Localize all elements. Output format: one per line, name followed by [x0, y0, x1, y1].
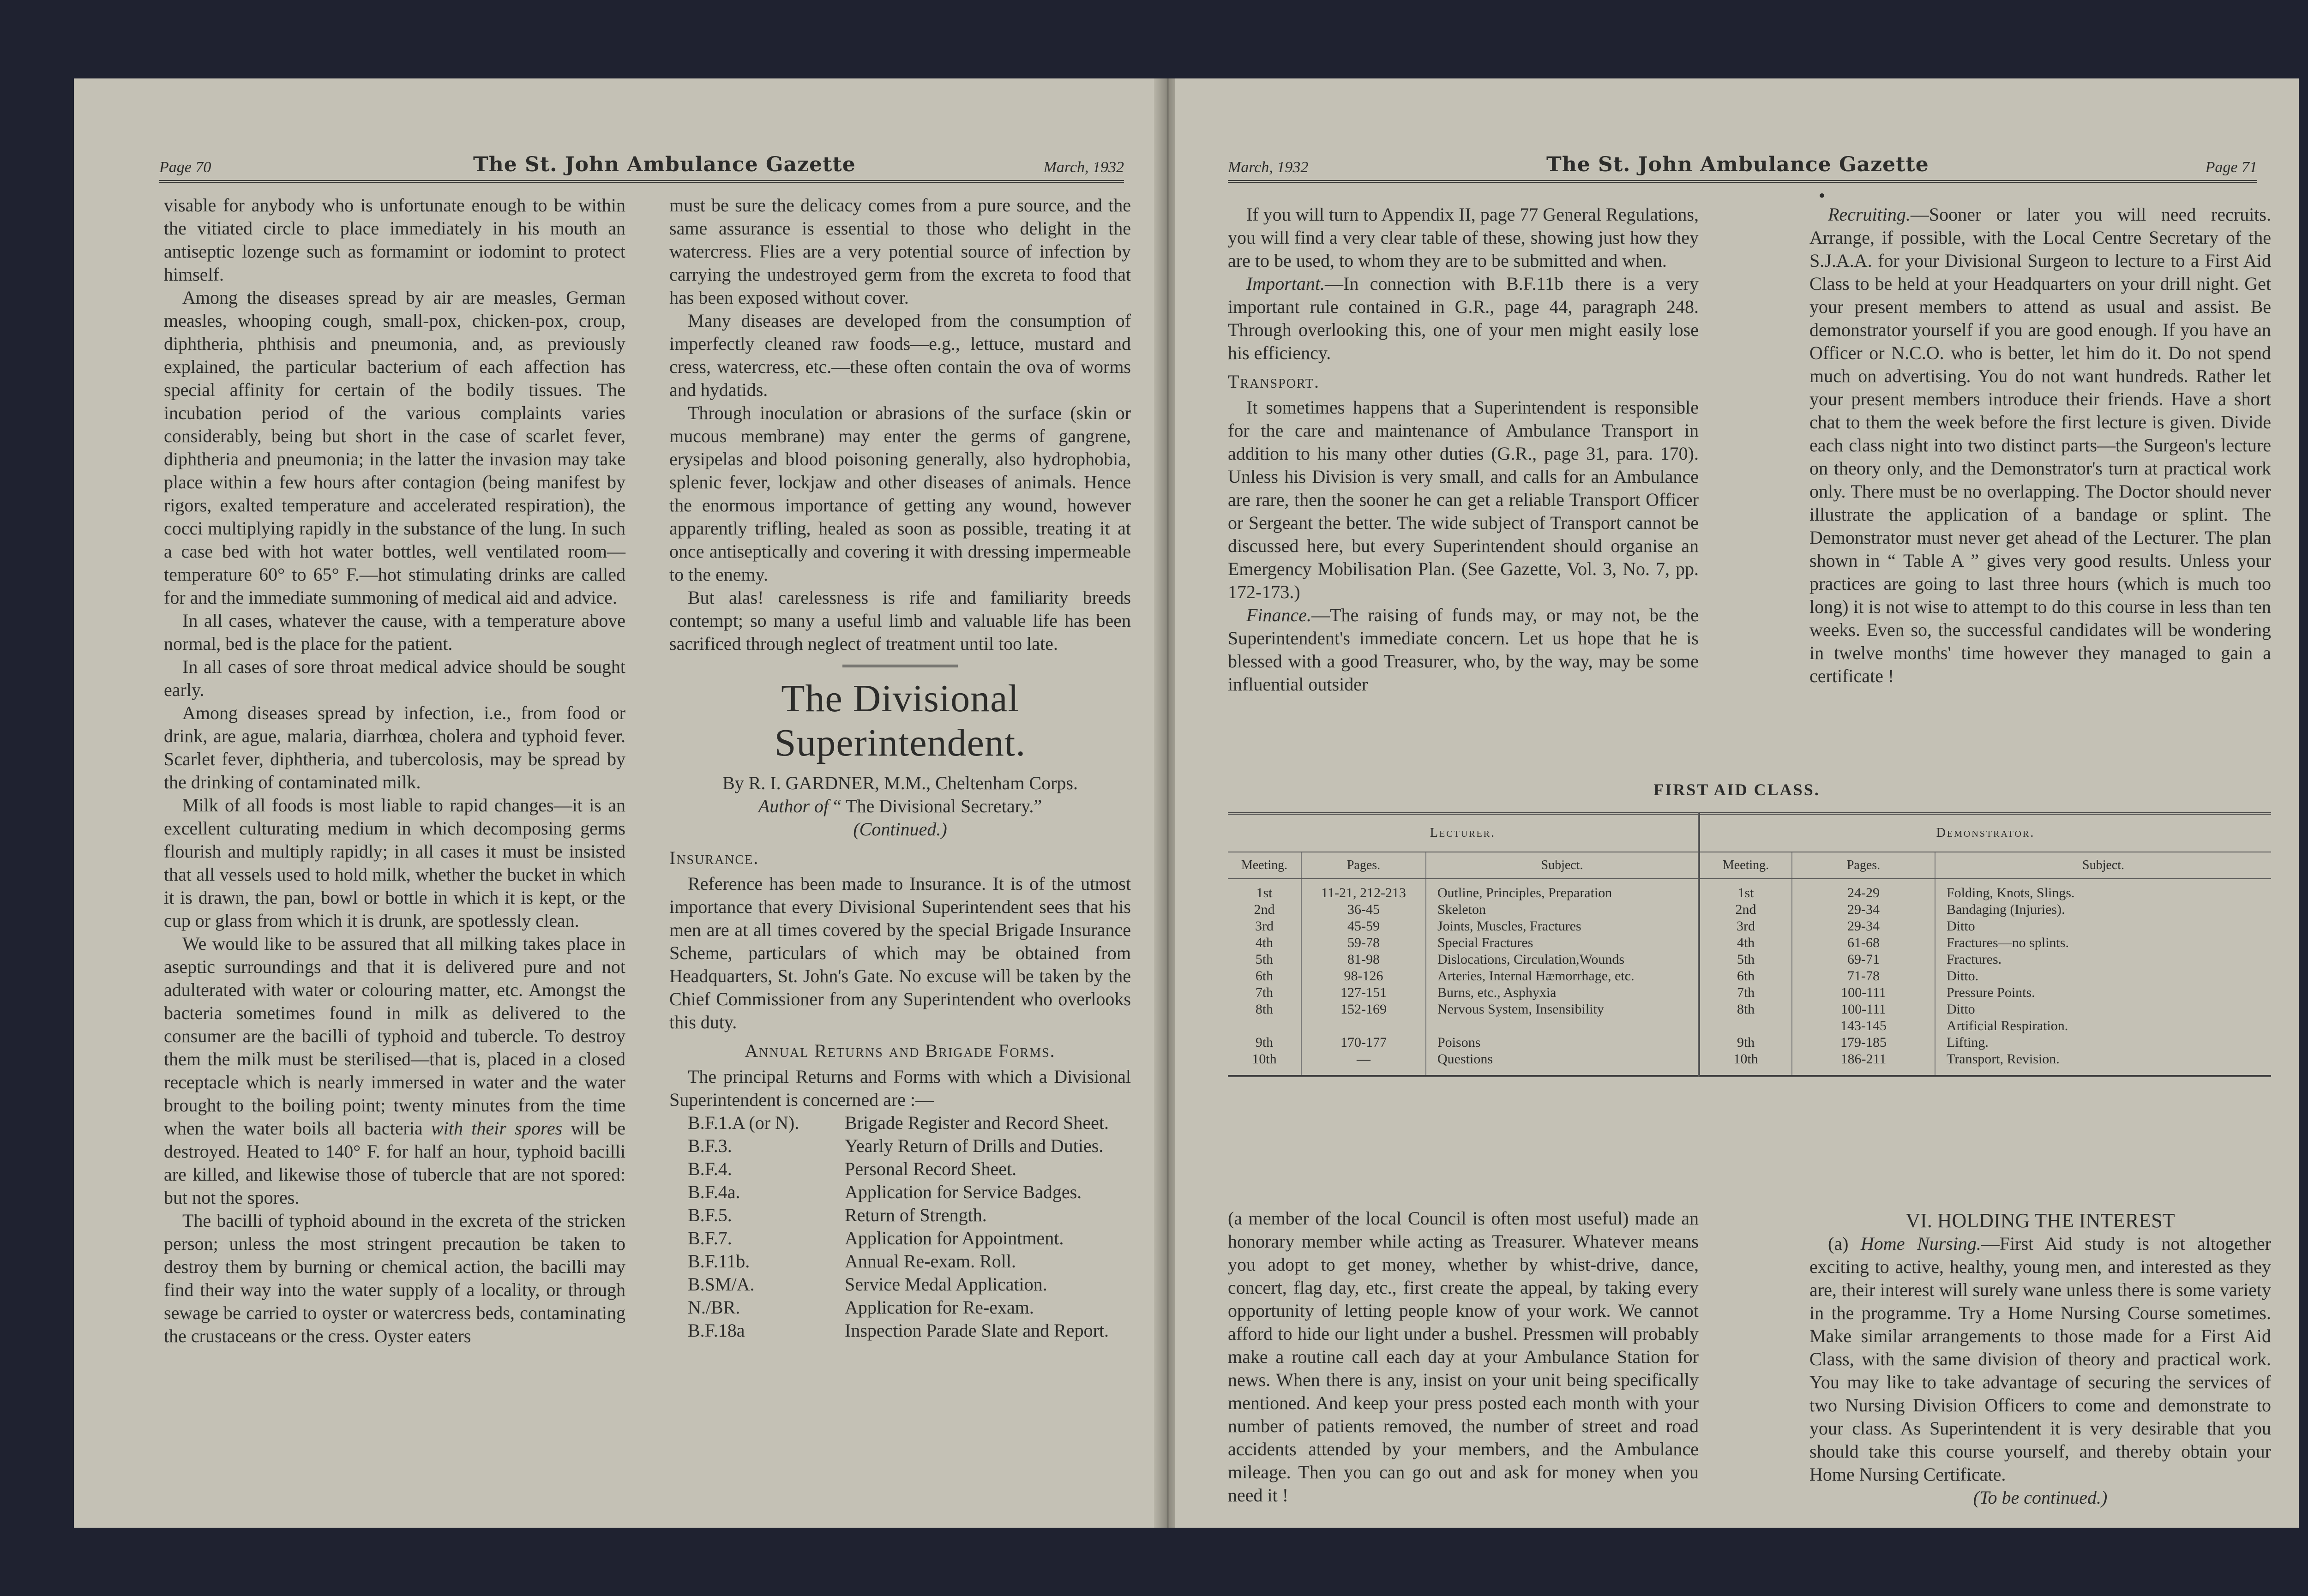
table-cell	[1426, 1018, 1699, 1034]
table-cell: 1st	[1699, 879, 1792, 901]
table-cell	[1228, 1018, 1301, 1034]
table-cell: 6th	[1699, 968, 1792, 984]
form-code: B.F.4a.	[688, 1182, 740, 1202]
section-heading: Annual Returns and Brigade Forms.	[745, 1040, 1056, 1061]
table-cell: 8th	[1228, 1001, 1301, 1018]
paragraph	[1809, 203, 2271, 688]
paragraph: must be sure the delicacy comes from a pure source, and the same assurance is essential to those who delight in the watercress. Flies are a very potential source of infection by carrying the undestroyed germ from the excreta to food that has been exposed without cover.	[669, 195, 1131, 308]
table-cell: 4th	[1228, 935, 1301, 951]
table-cell: 170-177	[1301, 1034, 1426, 1051]
paragraph: (a member of the local Council is often most useful) made an honorary member while acting as Treasurer. Whatever means you adopt to get money, whether by whist-drive, dance, concert, flag day, etc., first create the appeal, by taking every opportunity of letting people know of your work. We cannot afford to hide our light under a bushel. Pressmen will probably make a routine call each day at your Ambulance Station for news. When there is any, insist on your unit being specifically mentioned. And keep your press posted each month with your number of patients removed, the number of street and road accidents attended by your members, and the Ambulance mileage. Then you can go out and ask for money when you need it !	[1228, 1208, 1699, 1506]
table-cell: 10th	[1228, 1051, 1301, 1076]
form-description: Brigade Register and Record Sheet.	[845, 1112, 1109, 1133]
paragraph: In all cases, whatever the cause, with a temperature above normal, bed is the place for the patient.	[164, 610, 625, 654]
form-description: Application for Re-exam.	[845, 1297, 1034, 1318]
page-number: Page 71	[2205, 159, 2257, 176]
table-cell: 7th	[1228, 984, 1301, 1001]
form-row	[669, 1296, 1131, 1319]
list-marker: (a)	[1828, 1233, 1849, 1254]
form-row	[669, 1181, 1131, 1204]
table-cell	[1699, 1018, 1792, 1034]
table-cell: Burns, etc., Asphyxia	[1426, 984, 1699, 1001]
table-cell: 9th	[1699, 1034, 1792, 1051]
table-cell: 100-111	[1792, 1001, 1935, 1018]
table-cell: 4th	[1699, 935, 1792, 951]
author-of-line	[669, 795, 1131, 818]
page-number: Page 70	[159, 159, 211, 176]
paragraph: The bacilli of typhoid abound in the excreta of the stricken person; unless the most stringent precaution be taken to destroy them by burning or chemical action, the bacilli may find their way into the water supply of a locality, or through sewage be carried to oyster or watercress beds, contaminating the crustaceans or the cress. Oyster eaters	[164, 1210, 625, 1346]
paragraph: If you will turn to Appendix II, page 77 General Regulations, you will find a very clear table of these, showing just how they are to be used, to whom they are to be submitted and when.	[1228, 204, 1699, 271]
paragraph: Many diseases are developed from the consumption of imperfectly cleaned raw foods—e.g., lettuce, mustard and cress, watercress, etc.—these often contain the ova of worms and hydatids.	[669, 310, 1131, 400]
column-header: Meeting.	[1228, 852, 1301, 879]
masthead: The St. John Ambulance Gazette	[1546, 153, 1929, 176]
form-description: Inspection Parade Slate and Report.	[845, 1320, 1109, 1341]
table-row	[1228, 1001, 2271, 1018]
table-cell: 100-111	[1792, 984, 1935, 1001]
table-cell: Nervous System, Insensibility	[1426, 1001, 1699, 1018]
form-description: Application for Service Badges.	[845, 1182, 1082, 1202]
form-code: N./BR.	[688, 1297, 740, 1318]
run-in-heading: Finance.	[1246, 605, 1312, 625]
form-description: Annual Re-exam. Roll.	[845, 1251, 1016, 1272]
table-cell: 45-59	[1301, 918, 1426, 935]
table-cell: 3rd	[1699, 918, 1792, 935]
text-run: —The raising of funds may, or may not, be the Superintendent's immediate concern. Let us hope that he is blessed with a good Treasurer, who, by the way, may be some influential outsider	[1228, 605, 1699, 695]
run-in-heading: Important.	[1246, 273, 1325, 294]
table-cell: Poisons	[1426, 1034, 1699, 1051]
masthead: The St. John Ambulance Gazette	[473, 153, 856, 176]
form-description: Application for Appointment.	[845, 1228, 1064, 1248]
column-header: Subject.	[1426, 852, 1699, 879]
form-row	[669, 1319, 1131, 1342]
paragraph	[1228, 604, 1699, 696]
form-code: B.F.18a	[688, 1320, 745, 1341]
paragraph: Reference has been made to Insurance. It is of the utmost importance that every Divisional Superintendent sees that his men are at all times covered by the special Brigade Insurance Scheme, particulars of which may be obtained from Headquarters, St. John's Gate. No excuse will be taken by the Chief Commissioner from any Superintendent who overlooks this duty.	[669, 873, 1131, 1032]
emphasis: with their spores	[431, 1118, 563, 1139]
table-row	[1228, 918, 2271, 935]
column-header: Pages.	[1301, 852, 1426, 879]
table-cell: Arteries, Internal Hæmorrhage, etc.	[1426, 968, 1699, 984]
table-cell: 36-45	[1301, 901, 1426, 918]
table-cell: 2nd	[1699, 901, 1792, 918]
table-cell: 5th	[1699, 951, 1792, 968]
paragraph: Among the diseases spread by air are measles, German measles, whooping cough, small-pox, chicken-pox, croup, diphtheria, phthisis and pneumonia, and, as previously explained, the particular bacterium of each affection has special affinity for certain of the bodily tissues. The incubation period of the various complaints varies considerably, being but short in the case of scarlet fever, diphtheria and pneumonia; in the latter the invasion may take place within a few hours after contagion (being manifest by rigors, exalted temperature and accelerated respiration), the cocci multiplying rapidly in the substance of the lung. In such a case bed with hot water bottles, well ventilated room—temperature 60° to 65° F.—hot stimulating drinks are called for and the immediate summoning of medical aid and advice.	[164, 287, 625, 608]
form-code: B.F.7.	[688, 1228, 732, 1248]
lecturer-heading: Lecturer.	[1228, 814, 1699, 852]
table-cell: 59-78	[1301, 935, 1426, 951]
table-cell: 2nd	[1228, 901, 1301, 918]
column-header: Meeting.	[1699, 852, 1792, 879]
paragraph	[164, 932, 625, 1209]
bullet-mark: •	[1819, 185, 1826, 206]
form-row	[669, 1111, 1131, 1134]
byline: By R. I. GARDNER, M.M., Cheltenham Corps.	[722, 773, 1078, 793]
table-cell: 127-151	[1301, 984, 1426, 1001]
table-cell	[1301, 1018, 1426, 1034]
paragraph: But alas! carelessness is rife and familiarity breeds contempt; so many a useful limb and valuable life has been sacrificed through neglect of treatment until too late.	[669, 587, 1131, 654]
table-cell: Ditto.	[1947, 968, 1979, 984]
form-row	[669, 1273, 1131, 1296]
table-cell: 143-145	[1792, 1018, 1935, 1034]
form-code: B.F.3.	[688, 1135, 732, 1156]
table-cell: 81-98	[1301, 951, 1426, 968]
table-cell: Bandaging (Injuries).	[1947, 902, 2065, 917]
form-row	[669, 1204, 1131, 1227]
section-heading: Insurance.	[669, 847, 759, 868]
table-cell: 98-126	[1301, 968, 1426, 984]
form-description: Return of Strength.	[845, 1205, 987, 1225]
paragraph: In all cases of sore throat medical advice should be sought early.	[164, 656, 625, 700]
form-code: B.SM/A.	[688, 1274, 755, 1295]
table-cell: 1st	[1228, 879, 1301, 901]
run-in-heading: Home Nursing.	[1860, 1233, 1981, 1254]
paragraph: The principal Returns and Forms with which a Divisional Superintendent is concerned are :—	[669, 1066, 1131, 1110]
text-run: We would like to be assured that all milking takes place in aseptic surroundings and that it is delivered pure and not adulterated with water or colouring matter, etc. Amongst the bacteria sometimes found in milk as delivered to the consumer are the bacilli of typhoid and tubercle. To destroy them the milk must be sterilised—that is, placed in a closed receptacle which is nearly immersed in water and the water brought to the boiling point; twenty minutes from the time when the water boils all bacteria	[164, 933, 625, 1139]
table-cell: 10th	[1699, 1051, 1792, 1076]
table-cell: Folding, Knots, Slings.	[1947, 885, 2075, 900]
right-column-2-bottom	[1809, 1209, 2271, 1509]
left-page	[74, 78, 1161, 1528]
form-code: B.F.5.	[688, 1205, 732, 1225]
table-cell: 152-169	[1301, 1001, 1426, 1018]
right-column-1-top	[1228, 203, 1699, 696]
table-cell: Outline, Principles, Preparation	[1426, 879, 1699, 901]
magazine-spread	[74, 78, 2299, 1528]
table-cell: 8th	[1699, 1001, 1792, 1018]
table-cell: 186-211	[1792, 1051, 1935, 1076]
table-row	[1228, 951, 2271, 968]
form-code: B.F.1.A (or N).	[688, 1112, 799, 1133]
paragraph: Milk of all foods is most liable to rapid changes—it is an excellent culturating medium in which decomposing germs flourish and multiply rapidly; in all cases it must be insisted that all vessels used to hold milk, whether the bucket in which it is drawn, the pan, bowl or bottle in which it is kept, or the cup or glass from which it is drunk, are spotlessly clean.	[164, 795, 625, 931]
paragraph	[1809, 1232, 2271, 1486]
paragraph	[1228, 272, 1699, 365]
paragraph: It sometimes happens that a Superintendent is responsible for the care and maintenance of Ambulance Transport in addition to his many other duties (G.R., page 31, para. 170). Unless his Division is very small, and calls for an Ambulance are rare, then the sooner he can get a reliable Transport Officer or Sergeant the better. The wide subject of Transport cannot be discussed here, but every Superintendent should organise an Emergency Mobilisation Plan. (See Gazette, Vol. 3, No. 7, pp. 172-173.)	[1228, 397, 1699, 602]
table-cell: Ditto	[1947, 1002, 1975, 1017]
table-row	[1228, 879, 2271, 901]
section-heading: Transport.	[1228, 371, 1320, 392]
column-header: Subject.	[1935, 852, 2271, 879]
text-run: —Sooner or later you will need recruits. Arrange, if possible, with the Local Centre Secretary of the S.J.A.A. for your Divisional Surgeon to lecture to a First Aid Class to be held at your Headquarters on your drill night. Get your present members to attend as usual and assist. Be demonstrator yourself if you are good enough. If you have an Officer or N.C.O. who is better, let him do it. Do not spend much on advertising. You do not want hundreds. Rather let your present members introduce their friends. Have a short chat to them the week before the first lecture is given. Divide each class night into two distinct parts—the Surgeon's lecture on theory only, and the Demonstrator's turn at practical work only. There must be no overlapping. The Doctor should never illustrate the application of a bandage or splint. The Demonstrator must never get ahead of the Lecturer. The plan shown in “ Table A ” gives very good results. Unless your practices are going to last three hours (which is much too long) it is not wise to attempt to do this course in less than ten weeks. Even so, the successful candidates will be wondering in twelve months' time however they managed to gain a certificate !	[1809, 204, 2271, 686]
table-cell: Fractures—no splints.	[1947, 935, 2069, 950]
table-row	[1228, 935, 2271, 951]
table-cell: Fractures.	[1947, 952, 2002, 967]
table-cell: Ditto	[1947, 918, 1975, 934]
table-cell: Special Fractures	[1426, 935, 1699, 951]
table-cell: Dislocations, Circulation,Wounds	[1426, 951, 1699, 968]
demonstrator-heading: Demonstrator.	[1699, 814, 2272, 852]
form-row	[669, 1227, 1131, 1250]
form-row	[669, 1158, 1131, 1181]
table-cell: 29-34	[1792, 918, 1935, 935]
table-title: FIRST AID CLASS.	[1653, 780, 1820, 799]
table-cell: 6th	[1228, 968, 1301, 984]
article-title: The Divisional Superintendent.	[774, 677, 1026, 764]
table-cell: Skeleton	[1426, 901, 1699, 918]
continued-note: (Continued.)	[853, 819, 947, 840]
table-cell: Lifting.	[1947, 1035, 1989, 1050]
form-description: Yearly Return of Drills and Duties.	[845, 1135, 1104, 1156]
table-row	[1228, 1034, 2271, 1051]
column-header: Pages.	[1792, 852, 1935, 879]
continued-note: (To be continued.)	[1973, 1487, 2108, 1508]
text-run: will be destroyed. Heated to 140° F. for half an hour, typhoid bacilli are killed, and likewise those of tubercle that are not spored: but not the spores.	[164, 1118, 626, 1208]
right-column-1-bottom	[1228, 1207, 1699, 1507]
form-code: B.F.11b.	[688, 1251, 750, 1272]
table-row	[1228, 984, 2271, 1001]
issue-date: March, 1932	[1228, 159, 1309, 176]
table-cell: 61-68	[1792, 935, 1935, 951]
section-heading: VI. HOLDING THE INTEREST	[1905, 1209, 2175, 1232]
form-description: Personal Record Sheet.	[845, 1158, 1017, 1179]
form-description: Service Medal Application.	[845, 1274, 1047, 1295]
table-cell: 69-71	[1792, 951, 1935, 968]
issue-date: March, 1932	[1043, 159, 1124, 176]
table-cell: Transport, Revision.	[1947, 1051, 2060, 1067]
section-divider	[842, 665, 958, 667]
table-cell: Questions	[1426, 1051, 1699, 1076]
paragraph: Through inoculation or abrasions of the surface (skin or mucous membrane) may enter the germs of gangrene, erysipelas and blood poisoning generally, also hydrophobia, splenic fever, lockjaw and other diseases of animals. Hence the enormous importance of getting any wound, however apparently trifling, healed as soon as possible, treating it at once antiseptically and covering it with dressing impermeable to the enemy.	[669, 402, 1131, 585]
author-of-book: “ The Divisional Secretary.”	[833, 796, 1042, 816]
table-cell: 29-34	[1792, 901, 1935, 918]
page-header	[159, 143, 1124, 183]
table-row	[1228, 901, 2271, 918]
table-cell: 9th	[1228, 1034, 1301, 1051]
left-column-1	[164, 194, 625, 1348]
table-cell: 71-78	[1792, 968, 1935, 984]
table-cell: 5th	[1228, 951, 1301, 968]
table-row	[1228, 968, 2271, 984]
page-header	[1228, 143, 2257, 183]
run-in-heading: Recruiting.	[1828, 204, 1911, 225]
paragraph: visable for anybody who is unfortunate enough to be within the vitiated circle to place immediately in his mouth an antiseptic lozenge such as formamint or iodomint to protect himself.	[164, 195, 625, 285]
table-cell: Artificial Respiration.	[1947, 1018, 2068, 1033]
table-cell: 7th	[1699, 984, 1792, 1001]
form-row	[669, 1250, 1131, 1273]
table-cell: —	[1301, 1051, 1426, 1076]
table-cell: 11-21, 212-213	[1301, 879, 1426, 901]
table-cell: Joints, Muscles, Fractures	[1426, 918, 1699, 935]
author-of-prefix: Author of	[758, 796, 829, 816]
right-column-2-top	[1809, 203, 2271, 688]
form-code: B.F.4.	[688, 1158, 732, 1179]
table-row	[1228, 1051, 2271, 1076]
text-run: —First Aid study is not altogether exciting to active, healthy, young men, and interested as they are, their interest will surely wane unless there is some variety in the programme. Try a Home Nursing Course sometimes. Make similar arrangements to those made for a First Aid Class, with the same division of theory and practical work. You may like to take advantage of securing the services of two Nursing Division Officers to come and demonstrate to your class. As Superintendent it is very desirable that you should take this course yourself, and thereby obtain your Home Nursing Certificate.	[1809, 1233, 2272, 1485]
table-cell: 179-185	[1792, 1034, 1935, 1051]
first-aid-class-table	[1228, 812, 2271, 1077]
table-cell: 3rd	[1228, 918, 1301, 935]
form-row	[669, 1134, 1131, 1158]
text-run: —In connection with B.F.11b there is a very important rule contained in G.R., page 44, paragraph 248. Through overlooking this, one of your men might easily lose his efficiency.	[1228, 273, 1699, 363]
forms-list	[669, 1111, 1131, 1342]
table-row	[1228, 1018, 2271, 1034]
left-column-2	[669, 194, 1131, 1342]
right-page	[1175, 78, 2299, 1528]
table-cell: 24-29	[1792, 879, 1935, 901]
paragraph: Among diseases spread by infection, i.e., from food or drink, are ague, malaria, diarrhœa, cholera and typhoid fever. Scarlet fever, diphtheria, and tubercolosis, may be spread by the drinking of contaminated milk.	[164, 702, 625, 792]
table-cell: Pressure Points.	[1947, 985, 2035, 1000]
